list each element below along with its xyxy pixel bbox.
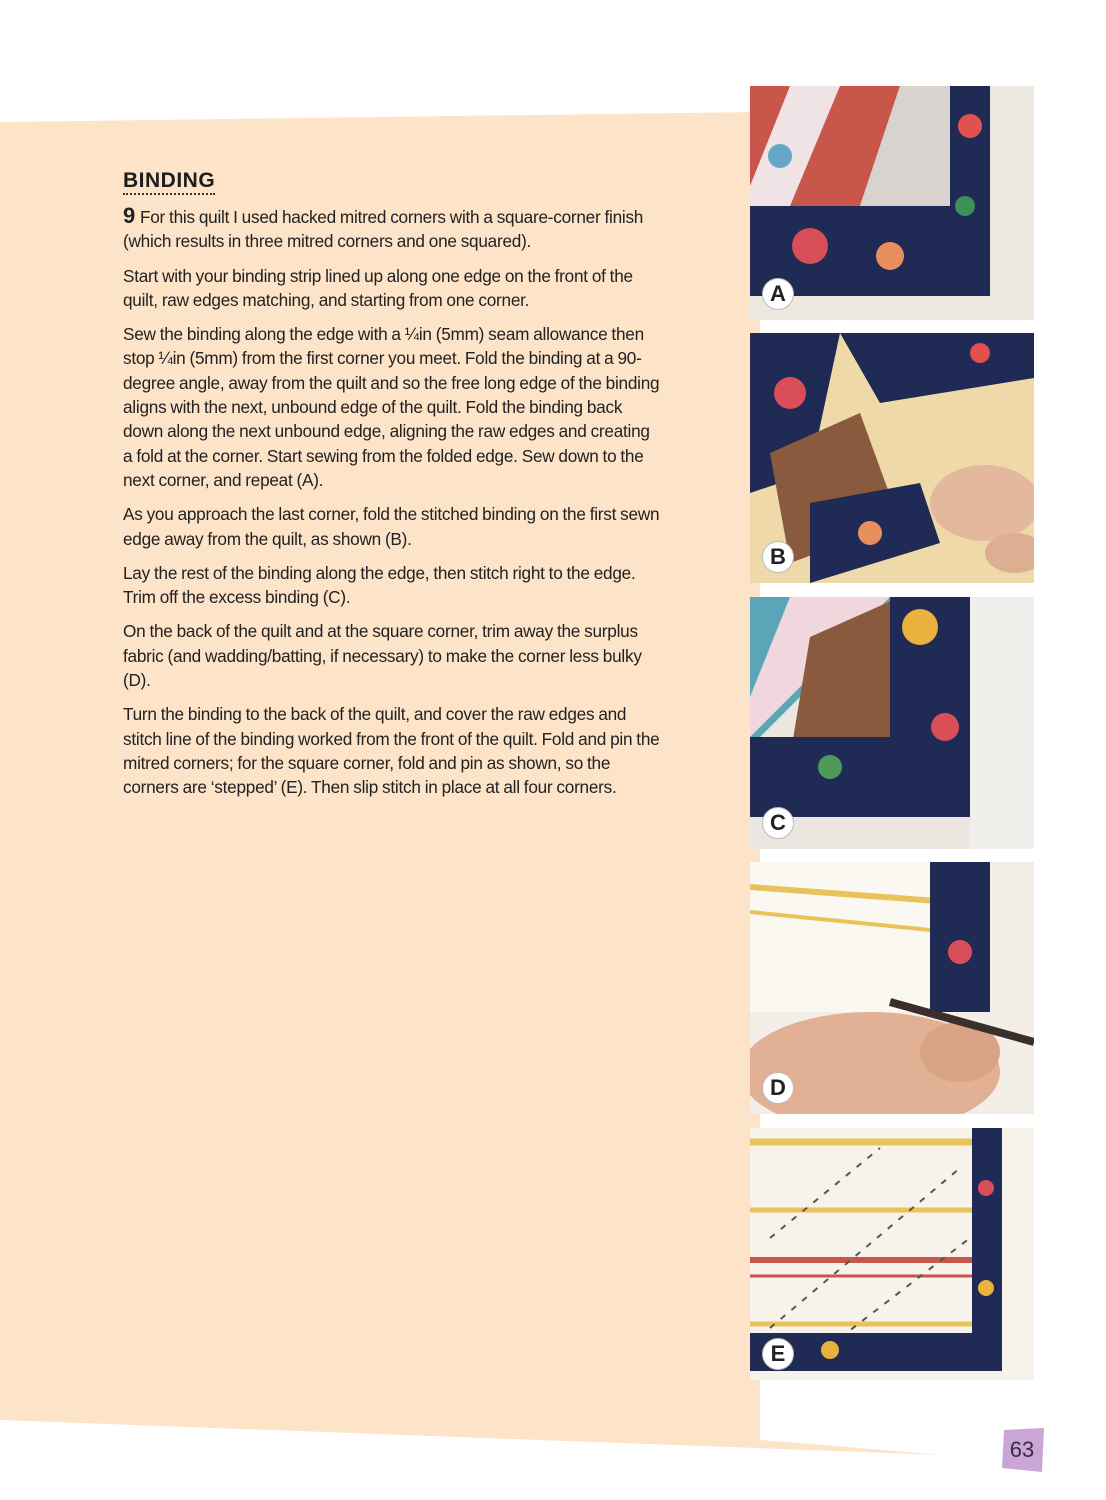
photo-label-b: B	[762, 541, 794, 573]
photo-a-image	[750, 86, 1034, 320]
paragraph-7: Turn the binding to the back of the quilt, and cover the raw edges and stitch line of the binding worked from the front of the quilt. Fold and pin the mitred corners; for the square corner, fold and pin as shown, so the corners are ‘stepped’ (E). Then slip stitch in place at all four corners.	[123, 704, 660, 798]
instruction-text	[123, 204, 663, 810]
paragraph-3: Sew the binding along the edge with a ¼in (5mm) seam allowance then stop ¼in (5mm) from the first corner you meet. Fold the binding at a 90-degree angle, away from the quilt and so the free long edge of the binding aligns with the next, unbound edge of the quilt. Fold the binding back down along the next unbound edge, aligning the raw edges and creating a fold at the corner. Start sewing from the folded edge. Sew down to the next corner, and repeat (A).	[123, 324, 660, 490]
paragraph-5: Lay the rest of the binding along the edge, then stitch right to the edge. Trim off the excess binding (C).	[123, 562, 636, 608]
photo-e	[750, 1128, 1034, 1380]
photo-d	[750, 862, 1034, 1114]
page-number: 63	[1009, 1437, 1035, 1462]
photo-a	[750, 86, 1034, 320]
photo-c	[750, 597, 1034, 849]
photo-d-image	[750, 862, 1034, 1114]
paragraph-1: 9 For this quilt I used hacked mitred corners with a square-corner finish (which results in three mitred corners and one squared).	[123, 203, 644, 252]
photo-label-d: D	[762, 1072, 794, 1104]
paragraph-4: As you approach the last corner, fold the stitched binding on the first sewn edge away from the quilt, as shown (B).	[123, 504, 660, 549]
step-number: 9	[123, 203, 135, 228]
section-heading: BINDING	[123, 170, 215, 195]
photo-c-image	[750, 597, 1034, 849]
paragraph-6: On the back of the quilt and at the square corner, trim away the surplus fabric (and wadding/batting, if necessary) to make the corner less bulky (D).	[123, 621, 642, 691]
photo-e-image	[750, 1128, 1034, 1380]
photo-b-image	[750, 333, 1034, 583]
photo-label-e: E	[762, 1338, 794, 1370]
photo-label-a: A	[762, 278, 794, 310]
photo-b	[750, 333, 1034, 583]
photo-label-c: C	[762, 807, 794, 839]
paragraph-2: Start with your binding strip lined up along one edge on the front of the quilt, raw edges matching, and starting from one corner.	[123, 265, 633, 310]
